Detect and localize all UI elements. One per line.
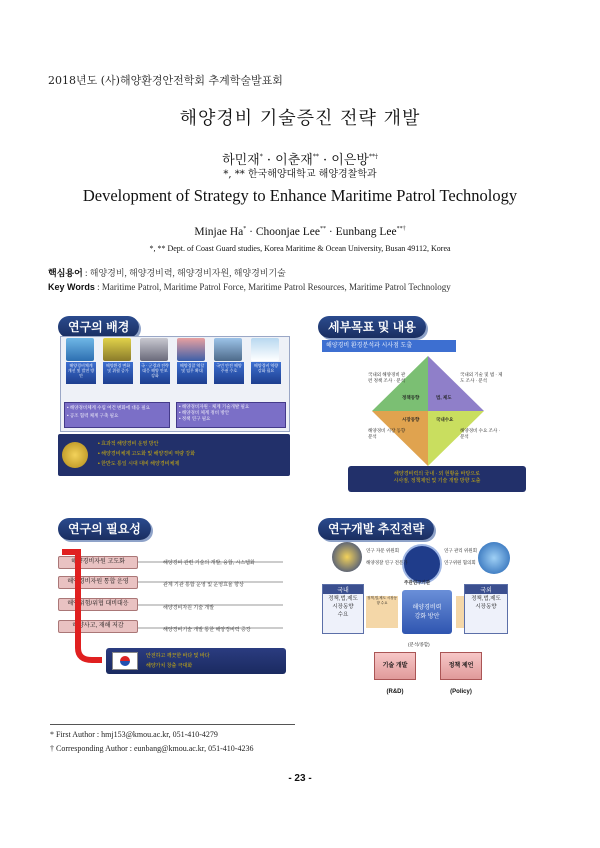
photo-3: [140, 338, 168, 361]
keywords-korean: 핵심용어 : 해양경비, 해양경비력, 해양경비자원, 해양경비기술: [48, 268, 286, 278]
goals-note-1: 국내외 해양경비 관련 정책 조사 · 분석: [368, 372, 406, 383]
panel-strategy: 연구개발 추진전략 연구 자문 위원회 연구 관리 위원회 해양경찰 연구 전문가 연구위원 협의회 주관연구기관 해양경비력 강화 방안 국내 정책,법,제도 시장동향 수요 국외 정책,법,제도 시장동향 정책,법,제도 시장동향 수요 (분석/종합) 기술 개발 (R&D) 정책 제언 (Policy): [318, 518, 558, 708]
korean-authors: 하민재* · 이춘재** · 이은방**†: [222, 153, 378, 168]
quadrant-policy: 정책동향: [402, 395, 420, 400]
coast-guard-logo-icon: [332, 542, 362, 572]
necessity-result-box: 안전하고 깨끗한 바다 및 바다 해양가치 창출 극대화: [106, 648, 286, 674]
bg-result-box: • 효과적 해양경비 운영 방안 • 해양경비체계 고도화 및 해양경비 역량 강화 • 한반도 통일 시대 대비 해양경비체제: [58, 434, 290, 476]
bg-box-6: 해양경비 역량 강화 필요: [251, 362, 281, 384]
center-label: 주관연구기관: [404, 580, 431, 585]
overseas-arrow: [456, 596, 464, 628]
bg-box-4: 해양경찰 역할 및 임무 확대: [177, 362, 207, 384]
footnote-divider: [50, 724, 295, 725]
page-number: - 23 -: [288, 773, 312, 784]
necessity-label-2: 해양경비자원 통합 운영: [58, 576, 138, 589]
panel-title-necessity: 연구의 필요성: [58, 518, 151, 540]
necessity-label-1: 해양경비자원 고도화: [58, 556, 138, 569]
goals-top-bar: 해양경비 환경분석과 시사점 도출: [322, 340, 456, 352]
necessity-text-3: 해양경비자원 기술 개발: [163, 605, 215, 611]
photo-5: [214, 338, 242, 361]
photo-2: [103, 338, 131, 361]
output-policy: 정책 제언 (Policy): [440, 652, 482, 680]
panel-title-background: 연구의 배경: [58, 316, 139, 338]
analysis-label: (분석/종합): [408, 642, 430, 647]
panel-necessity: [58, 518, 298, 708]
footnote-first-author: * First Author : hmj153@kmou.ac.kr, 051-410-4279: [50, 730, 218, 739]
necessity-text-2: 관계 기관 통합 운영 및 운영효율 향상: [163, 582, 244, 588]
necessity-label-4: 해양사고, 재해 저감: [58, 620, 138, 633]
panel-title-strategy: 연구개발 추진전략: [318, 518, 434, 540]
goals-note-4: 해양경비 수요 조사 · 분석: [460, 428, 501, 439]
photo-6: [251, 338, 279, 361]
domestic-arrow-note: 정책,법,제도 시장동향 수요: [366, 596, 398, 628]
korean-title: 해양경비 기술증진 전략 개발: [179, 108, 421, 129]
bg-box-5: 국민 안전 해양 주권 수호: [214, 362, 244, 384]
goals-note-2: 국내외 기술 및 법 · 제도 조사 · 분석: [460, 372, 503, 383]
goals-bottom-bar: 해양경비력의 국내 · 외 현황을 바탕으로 시사점, 정책제언 및 기술 개발 방향 도출: [348, 466, 526, 492]
korean-affiliation: *, ** 한국해양대학교 해양경찰학과: [223, 169, 377, 180]
coast-guard-emblem-icon: [62, 442, 88, 468]
center-box: 해양경비력 강화 방안: [402, 590, 452, 634]
necessity-label-3: 해양위험/위협 대비대응: [58, 598, 138, 611]
keywords-english: Key Words : Maritime Patrol, Maritime Patrol Force, Maritime Patrol Resources, Maritime Patrol Technology: [48, 282, 451, 292]
domestic-box: 국내 정책,법,제도 시장동향 수요: [322, 584, 364, 634]
korean-flag-icon: [112, 652, 138, 670]
photo-1: [66, 338, 94, 361]
panel-goals: [318, 316, 558, 506]
overseas-box: 국외 정책,법,제도 시장동향: [464, 584, 508, 634]
output-rnd: 기술 개발 (R&D): [374, 652, 416, 680]
footnote-corresponding-author: † Corresponding Author : eunbang@kmou.ac.kr, 051-410-4236: [50, 744, 254, 753]
panel-title-goals: 세부목표 및 내용: [318, 316, 426, 338]
quadrant-demand: 국내수요: [436, 417, 454, 422]
english-authors: Minjae Ha* · Choonjae Lee** · Eunbang Lee**†: [194, 226, 406, 238]
bg-middle-right-box: • 해양경비자원 · 체계 기술개발 필요 • 해양경비 체계 정비 방안 • 정책 연구 필요: [176, 402, 286, 428]
english-affiliation: *, ** Dept. of Coast Guard studies, Korea Maritime & Ocean University, Busan 49112, Korea: [149, 244, 451, 253]
quadrant-market: 시장동향: [402, 417, 420, 422]
bg-box-1: 해양경비체계 개선 및 발전 방안: [66, 362, 96, 384]
bg-box-2: 해양환경 변화 및 위협 증가: [103, 362, 133, 384]
bg-middle-left-box: • 해양경비체계 수립 여건 변화에 대응 필요 • 공조 협력 체계 구축 필요: [64, 402, 170, 428]
quadrant-law: 법, 제도: [436, 395, 452, 400]
research-logo-icon: [478, 542, 510, 574]
necessity-text-1: 해양경비 관련 기술의 개발, 융합, 시스템화: [163, 560, 255, 566]
university-logo-icon: [402, 544, 442, 584]
bg-box-3: 국 · 군경과 전략대응 해양 안보 강화: [140, 362, 170, 384]
goals-note-3: 해양경비 시장 동향 분석: [368, 428, 406, 439]
conference-header: 2018년도 (사)해양환경안전학회 추계학술발표회: [48, 74, 283, 87]
panel-background: [58, 316, 298, 506]
english-title: Development of Strategy to Enhance Maritime Patrol Technology: [82, 186, 518, 205]
photo-4: [177, 338, 205, 361]
necessity-text-4: 해양경비기술 개발 통한 해양경비력 증강: [163, 627, 251, 633]
